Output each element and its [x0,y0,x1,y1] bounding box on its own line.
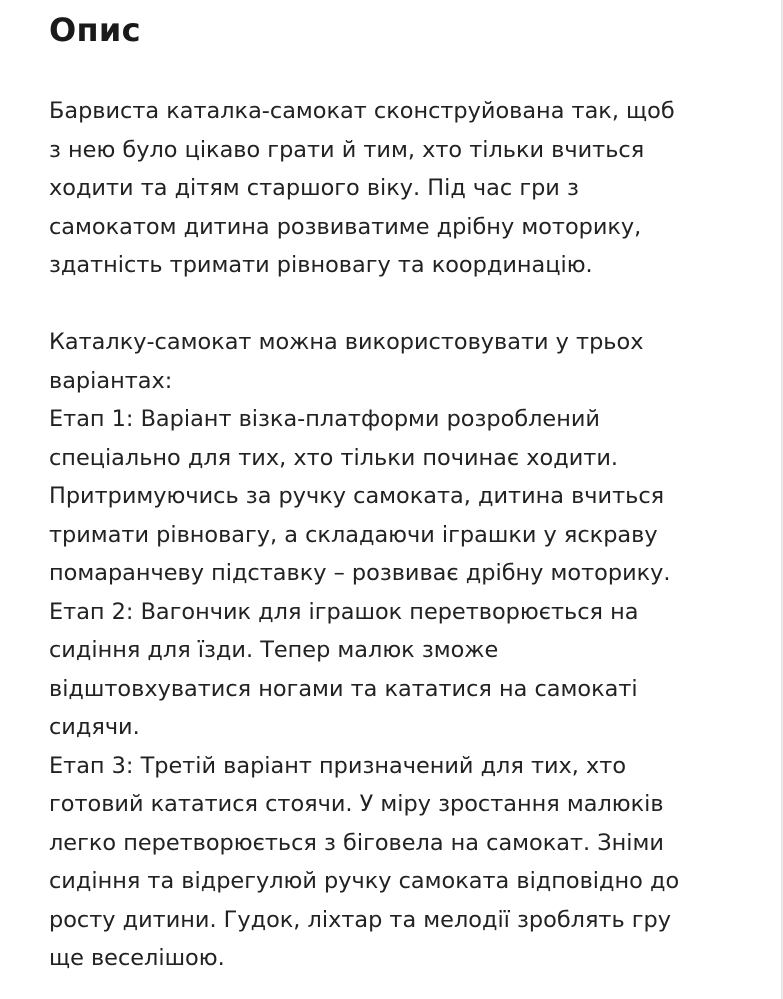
text-line: спеціально для тих, хто тільки починає ходити. [49,444,618,471]
text-line: Притримуючись за ручку самоката, дитина вчиться [49,483,665,509]
description-paragraph-intro [49,92,743,285]
stage-1-line: Етап 1: Варіант візка-платформи розроблений [49,406,600,432]
stage-2-line: Етап 2: Вагончик для іграшок перетворюється на [49,598,639,625]
text-line: помаранчеву підставку – розвиває дрібну моторику. [49,560,671,586]
text-line: ще веселішою. [49,945,225,971]
text-line: варіантах: [49,367,173,394]
text-line: самокатом дитина розвиватиме дрібну моторику, [49,213,642,240]
text-line: сидіння та відрегулюй ручку самоката відповідно до [49,868,680,894]
text-line: Каталку-самокат можна використовувати у трьох [49,329,644,355]
text-line: Барвиста каталка-самокат сконструйована так, щоб [49,98,675,124]
description-paragraph-stages [49,323,743,978]
text-line: тримати рівновагу, а складаючи іграшки у яскраву [49,521,658,548]
stage-3-line: Етап 3: Третій варіант призначений для тих, хто [49,752,627,779]
text-line: готовий кататися стоячи. У міру зростання малюків [49,791,664,817]
text-line: ходити та дітям старшого віку. Під час гри з [49,175,579,201]
text-line: сидіння для їзди. Тепер малюк зможе [49,637,499,663]
text-line: росту дитини. Гудок, ліхтар та мелодії зроблять гру [49,906,671,933]
text-line: відштовхуватися ногами та кататися на самокаті [49,675,638,702]
text-line: здатність тримати рівновагу та координацію. [49,252,593,278]
text-line: сидячи. [49,714,140,740]
text-line: легко перетворюється з біговела на самокат. Зніми [49,829,664,856]
description-heading: Опис [49,11,141,49]
description-body [49,92,743,978]
text-line: з нею було цікаво грати й тим, хто тільки вчиться [49,136,645,163]
paragraph-spacer [49,285,743,324]
